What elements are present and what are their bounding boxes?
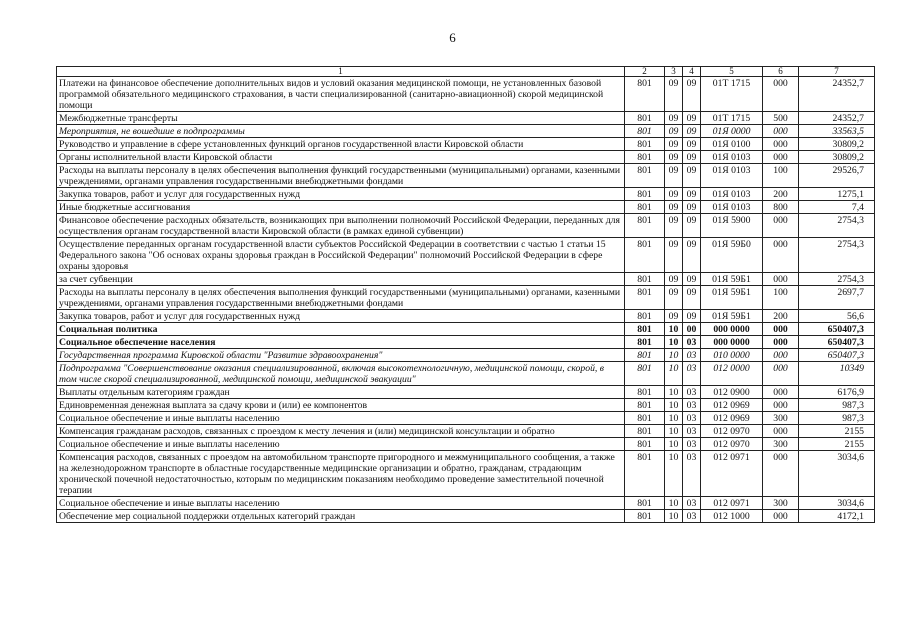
row-target-article: 01Я 59Б1 xyxy=(701,310,763,323)
row-ved: 801 xyxy=(625,425,665,438)
row-name: Иные бюджетные ассигнования xyxy=(57,201,625,214)
row-subsection: 09 xyxy=(683,77,701,112)
table-row xyxy=(57,399,875,412)
table-row xyxy=(57,112,875,125)
row-amount: 10349 xyxy=(799,362,875,386)
row-ved: 801 xyxy=(625,438,665,451)
row-ved: 801 xyxy=(625,286,665,310)
column-header: 3 xyxy=(665,67,683,77)
row-subsection: 03 xyxy=(683,336,701,349)
table-row xyxy=(57,336,875,349)
row-section: 09 xyxy=(665,151,683,164)
row-target-article: 012 0971 xyxy=(701,497,763,510)
budget-table xyxy=(56,66,875,523)
row-target-article: 01Я 0103 xyxy=(701,151,763,164)
row-ved: 801 xyxy=(625,497,665,510)
row-target-article: 01Я 59Б0 xyxy=(701,238,763,273)
row-subsection: 03 xyxy=(683,349,701,362)
row-target-article: 012 1000 xyxy=(701,510,763,523)
row-subsection: 09 xyxy=(683,112,701,125)
row-expense-type: 000 xyxy=(763,451,799,497)
row-subsection: 03 xyxy=(683,362,701,386)
row-amount: 650407,3 xyxy=(799,349,875,362)
row-target-article: 012 0900 xyxy=(701,386,763,399)
row-target-article: 000 0000 xyxy=(701,323,763,336)
row-section: 10 xyxy=(665,386,683,399)
row-section: 09 xyxy=(665,77,683,112)
table-row xyxy=(57,310,875,323)
row-subsection: 03 xyxy=(683,510,701,523)
row-subsection: 09 xyxy=(683,138,701,151)
row-section: 09 xyxy=(665,238,683,273)
row-section: 10 xyxy=(665,438,683,451)
table-row xyxy=(57,201,875,214)
column-header: 4 xyxy=(683,67,701,77)
row-name: Единовременная денежная выплата за сдачу крови и (или) ее компонентов xyxy=(57,399,625,412)
row-ved: 801 xyxy=(625,151,665,164)
row-amount: 2754,3 xyxy=(799,238,875,273)
row-ved: 801 xyxy=(625,238,665,273)
row-amount: 650407,3 xyxy=(799,323,875,336)
table-row xyxy=(57,425,875,438)
row-expense-type: 000 xyxy=(763,510,799,523)
row-ved: 801 xyxy=(625,188,665,201)
row-amount: 30809,2 xyxy=(799,138,875,151)
row-amount: 2697,7 xyxy=(799,286,875,310)
row-ved: 801 xyxy=(625,386,665,399)
row-amount: 2155 xyxy=(799,438,875,451)
row-expense-type: 000 xyxy=(763,323,799,336)
row-amount: 33563,5 xyxy=(799,125,875,138)
row-target-article: 012 0969 xyxy=(701,399,763,412)
table-row xyxy=(57,349,875,362)
row-expense-type: 000 xyxy=(763,138,799,151)
row-name: Компенсация расходов, связанных с проездом на автомобильном транспорте пригородного и межмуниципального сообщения, а также на железнодорожном транспорте в областные государственные медицинские организации и обратно, гражданам, страдающим хронической почечной недостаточностью, которым по медицинским показаниям необходимо проведение заместительной почечной терапии xyxy=(57,451,625,497)
table-body xyxy=(57,77,875,523)
row-expense-type: 000 xyxy=(763,273,799,286)
row-section: 09 xyxy=(665,310,683,323)
row-ved: 801 xyxy=(625,362,665,386)
row-target-article: 01Я 0103 xyxy=(701,201,763,214)
row-expense-type: 000 xyxy=(763,336,799,349)
table-header-row xyxy=(57,67,875,77)
row-amount: 30809,2 xyxy=(799,151,875,164)
row-amount: 56,6 xyxy=(799,310,875,323)
table-row xyxy=(57,438,875,451)
row-section: 10 xyxy=(665,412,683,425)
row-target-article: 000 0000 xyxy=(701,336,763,349)
table-row xyxy=(57,273,875,286)
row-subsection: 03 xyxy=(683,386,701,399)
column-header: 1 xyxy=(57,67,625,77)
row-expense-type: 200 xyxy=(763,310,799,323)
row-section: 09 xyxy=(665,112,683,125)
row-section: 09 xyxy=(665,125,683,138)
row-amount: 1275,1 xyxy=(799,188,875,201)
row-expense-type: 300 xyxy=(763,412,799,425)
table-row xyxy=(57,362,875,386)
table-row xyxy=(57,151,875,164)
row-subsection: 09 xyxy=(683,151,701,164)
row-name: Компенсация гражданам расходов, связанных с проездом к месту лечения и (или) медицинской консультации и обратно xyxy=(57,425,625,438)
page-number: 6 xyxy=(449,30,456,45)
row-name: Социальная политика xyxy=(57,323,625,336)
column-header: 7 xyxy=(799,67,875,77)
row-name: Финансовое обеспечение расходных обязательств, возникающих при выполнении полномочий Российской Федерации, переданных для осуществления органам государственной власти Кировской области (в рамках единой субвенции) xyxy=(57,214,625,238)
row-target-article: 01Я 0103 xyxy=(701,164,763,188)
row-subsection: 09 xyxy=(683,238,701,273)
row-section: 09 xyxy=(665,138,683,151)
row-amount: 24352,7 xyxy=(799,112,875,125)
row-expense-type: 000 xyxy=(763,125,799,138)
row-subsection: 03 xyxy=(683,399,701,412)
table-row xyxy=(57,214,875,238)
row-expense-type: 000 xyxy=(763,238,799,273)
row-ved: 801 xyxy=(625,349,665,362)
table-row xyxy=(57,451,875,497)
table-row xyxy=(57,386,875,399)
row-amount: 2754,3 xyxy=(799,214,875,238)
row-expense-type: 000 xyxy=(763,362,799,386)
row-name: Мероприятия, не вошедшие в подпрограммы xyxy=(57,125,625,138)
row-section: 10 xyxy=(665,497,683,510)
row-subsection: 09 xyxy=(683,310,701,323)
row-name: Межбюджетные трансферты xyxy=(57,112,625,125)
row-amount: 6176,9 xyxy=(799,386,875,399)
row-name: Социальное обеспечение и иные выплаты населению xyxy=(57,438,625,451)
row-target-article: 012 0000 xyxy=(701,362,763,386)
row-name: Расходы на выплаты персоналу в целях обеспечения выполнения функций государственными (муниципальными) органами, казенными учреждениями, органами управления государственными внебюджетными фондами xyxy=(57,164,625,188)
row-ved: 801 xyxy=(625,138,665,151)
row-name: Осуществление переданных органам государственной власти субъектов Российской Федерации в соответствии с частью 1 статьи 15 Федерального закона "Об основах охраны здоровья граждан в Российской Федерации" полномочий Российской Федерации в сфере охраны здоровья xyxy=(57,238,625,273)
row-amount: 4172,1 xyxy=(799,510,875,523)
row-section: 10 xyxy=(665,510,683,523)
table-row xyxy=(57,188,875,201)
row-section: 10 xyxy=(665,362,683,386)
row-target-article: 01Я 0100 xyxy=(701,138,763,151)
table-row xyxy=(57,412,875,425)
row-section: 10 xyxy=(665,323,683,336)
row-name: Обеспечение мер социальной поддержки отдельных категорий граждан xyxy=(57,510,625,523)
row-expense-type: 000 xyxy=(763,399,799,412)
row-subsection: 03 xyxy=(683,412,701,425)
row-subsection: 09 xyxy=(683,164,701,188)
row-amount: 3034,6 xyxy=(799,451,875,497)
row-ved: 801 xyxy=(625,336,665,349)
row-ved: 801 xyxy=(625,164,665,188)
row-ved: 801 xyxy=(625,214,665,238)
row-subsection: 03 xyxy=(683,425,701,438)
table-row xyxy=(57,125,875,138)
row-name: Выплаты отдельным категориям граждан xyxy=(57,386,625,399)
table-row xyxy=(57,323,875,336)
row-expense-type: 000 xyxy=(763,349,799,362)
row-name: Закупка товаров, работ и услуг для государственных нужд xyxy=(57,188,625,201)
row-target-article: 012 0969 xyxy=(701,412,763,425)
row-expense-type: 200 xyxy=(763,188,799,201)
row-amount: 987,3 xyxy=(799,412,875,425)
row-subsection: 09 xyxy=(683,273,701,286)
row-ved: 801 xyxy=(625,112,665,125)
row-name: за счет субвенции xyxy=(57,273,625,286)
row-ved: 801 xyxy=(625,310,665,323)
row-name: Подпрограмма "Совершенствование оказания специализированной, включая высокотехнологичную, медицинской помощи, скорой, в том числе скорой специализированной, медицинской помощи, медицинской эвакуации" xyxy=(57,362,625,386)
row-target-article: 01Т 1715 xyxy=(701,77,763,112)
row-expense-type: 000 xyxy=(763,151,799,164)
row-target-article: 010 0000 xyxy=(701,349,763,362)
row-subsection: 09 xyxy=(683,125,701,138)
row-subsection: 09 xyxy=(683,188,701,201)
row-subsection: 09 xyxy=(683,201,701,214)
row-name: Руководство и управление в сфере установленных функций органов государственной власти Кировской области xyxy=(57,138,625,151)
row-section: 09 xyxy=(665,164,683,188)
row-section: 09 xyxy=(665,188,683,201)
row-expense-type: 000 xyxy=(763,77,799,112)
row-expense-type: 300 xyxy=(763,497,799,510)
row-target-article: 01Я 59Б1 xyxy=(701,286,763,310)
row-ved: 801 xyxy=(625,510,665,523)
row-expense-type: 800 xyxy=(763,201,799,214)
row-expense-type: 100 xyxy=(763,164,799,188)
column-header: 2 xyxy=(625,67,665,77)
row-name: Расходы на выплаты персоналу в целях обеспечения выполнения функций государственными (муниципальными) органами, казенными учреждениями, органами управления государственными внебюджетными фондами xyxy=(57,286,625,310)
row-name: Платежи на финансовое обеспечение дополнительных видов и условий оказания медицинской помощи, не установленных базовой программой обязательного медицинского страхования, в части специализированной (санитарно-авиационной) скорой медицинской помощи xyxy=(57,77,625,112)
row-section: 10 xyxy=(665,451,683,497)
row-ved: 801 xyxy=(625,201,665,214)
row-section: 10 xyxy=(665,336,683,349)
row-subsection: 03 xyxy=(683,438,701,451)
row-section: 10 xyxy=(665,399,683,412)
row-ved: 801 xyxy=(625,125,665,138)
row-expense-type: 300 xyxy=(763,438,799,451)
table-row xyxy=(57,238,875,273)
row-target-article: 01Т 1715 xyxy=(701,112,763,125)
table-row xyxy=(57,77,875,112)
table-row xyxy=(57,138,875,151)
row-target-article: 012 0971 xyxy=(701,451,763,497)
column-header: 5 xyxy=(701,67,763,77)
row-ved: 801 xyxy=(625,323,665,336)
row-amount: 2754,3 xyxy=(799,273,875,286)
row-subsection: 00 xyxy=(683,323,701,336)
row-section: 09 xyxy=(665,286,683,310)
row-name: Социальное обеспечение населения xyxy=(57,336,625,349)
table-row xyxy=(57,510,875,523)
row-target-article: 012 0970 xyxy=(701,438,763,451)
table-row xyxy=(57,497,875,510)
row-target-article: 012 0970 xyxy=(701,425,763,438)
row-target-article: 01Я 0000 xyxy=(701,125,763,138)
row-target-article: 01Я 0103 xyxy=(701,188,763,201)
row-name: Закупка товаров, работ и услуг для государственных нужд xyxy=(57,310,625,323)
row-ved: 801 xyxy=(625,77,665,112)
row-amount: 3034,6 xyxy=(799,497,875,510)
row-ved: 801 xyxy=(625,399,665,412)
row-expense-type: 000 xyxy=(763,386,799,399)
row-ved: 801 xyxy=(625,451,665,497)
row-subsection: 09 xyxy=(683,286,701,310)
row-section: 10 xyxy=(665,349,683,362)
table-row xyxy=(57,286,875,310)
row-name: Социальное обеспечение и иные выплаты населению xyxy=(57,412,625,425)
row-section: 10 xyxy=(665,425,683,438)
row-name: Государственная программа Кировской области "Развитие здравоохранения" xyxy=(57,349,625,362)
row-amount: 24352,7 xyxy=(799,77,875,112)
row-ved: 801 xyxy=(625,412,665,425)
row-name: Органы исполнительной власти Кировской области xyxy=(57,151,625,164)
row-target-article: 01Я 59Б1 xyxy=(701,273,763,286)
row-expense-type: 100 xyxy=(763,286,799,310)
row-expense-type: 000 xyxy=(763,425,799,438)
row-amount: 987,3 xyxy=(799,399,875,412)
row-amount: 7,4 xyxy=(799,201,875,214)
row-section: 09 xyxy=(665,273,683,286)
row-subsection: 09 xyxy=(683,214,701,238)
row-subsection: 03 xyxy=(683,451,701,497)
row-amount: 2155 xyxy=(799,425,875,438)
row-ved: 801 xyxy=(625,273,665,286)
table-row xyxy=(57,164,875,188)
row-subsection: 03 xyxy=(683,497,701,510)
row-amount: 650407,3 xyxy=(799,336,875,349)
row-section: 09 xyxy=(665,214,683,238)
row-expense-type: 500 xyxy=(763,112,799,125)
row-section: 09 xyxy=(665,201,683,214)
row-amount: 29526,7 xyxy=(799,164,875,188)
row-target-article: 01Я 5900 xyxy=(701,214,763,238)
column-header: 6 xyxy=(763,67,799,77)
row-name: Социальное обеспечение и иные выплаты населению xyxy=(57,497,625,510)
row-expense-type: 000 xyxy=(763,214,799,238)
